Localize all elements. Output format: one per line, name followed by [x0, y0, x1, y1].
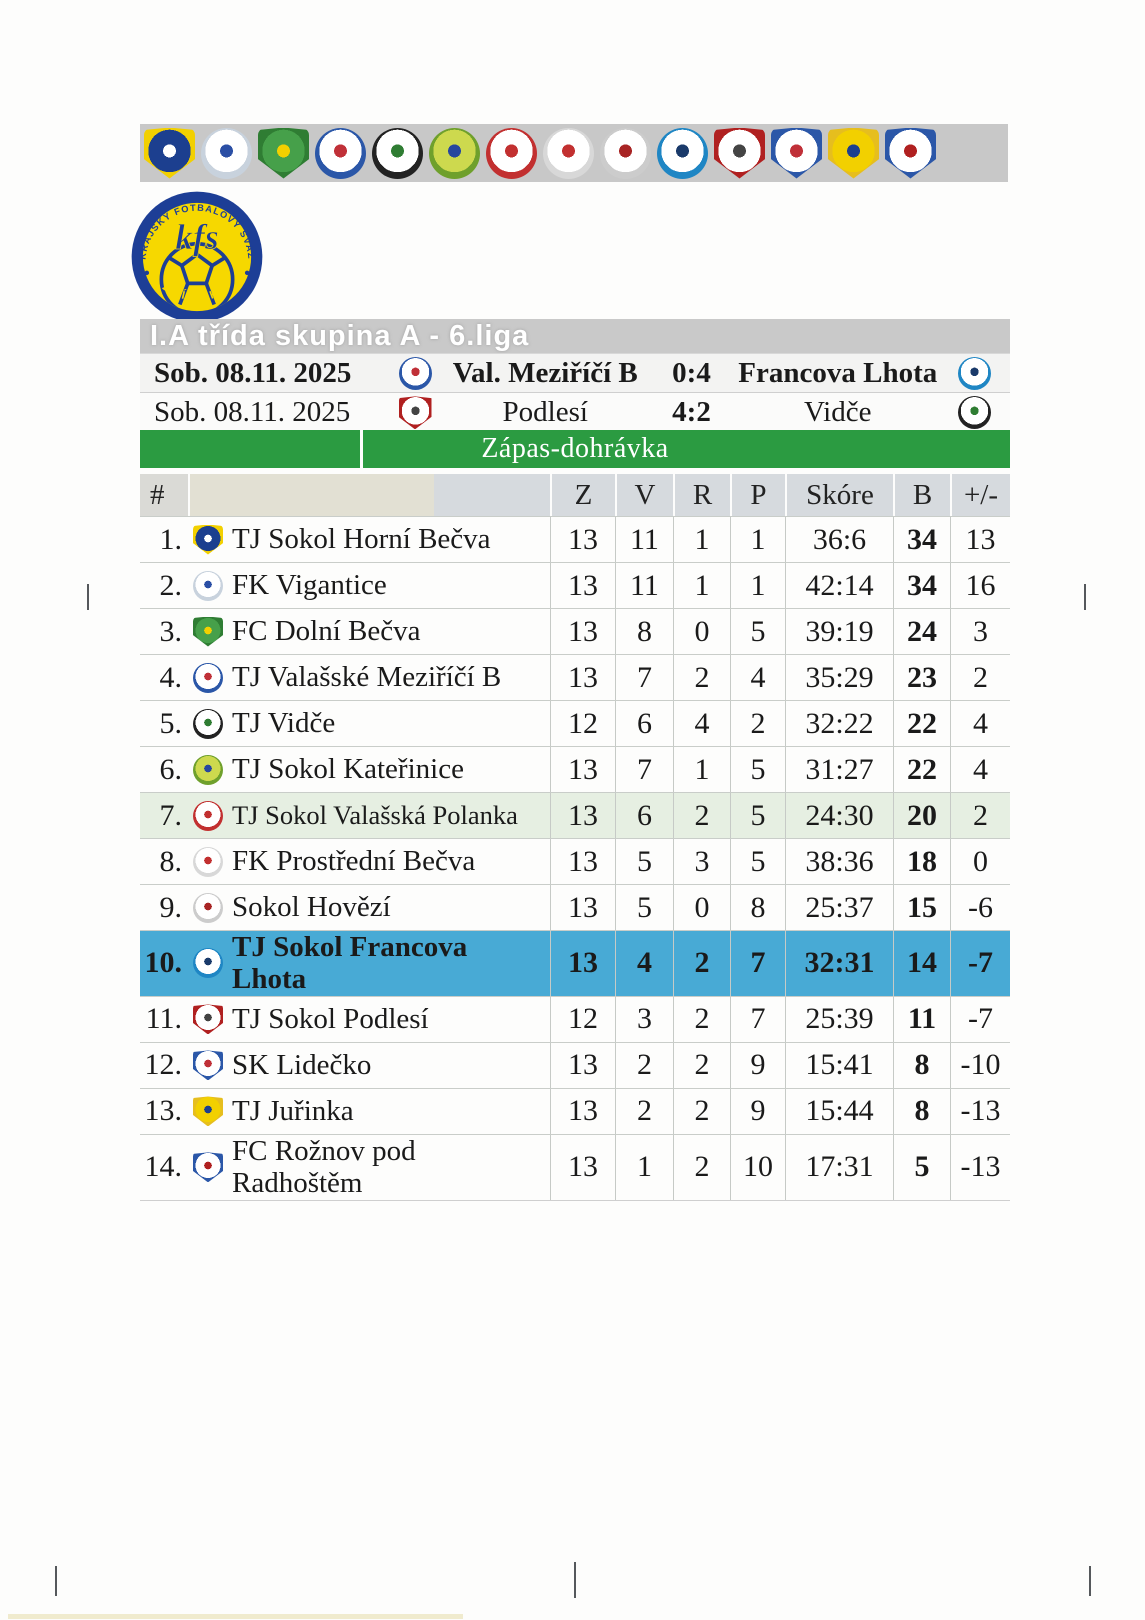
stat-points: 34 — [893, 563, 950, 608]
stat-games: 13 — [550, 1135, 615, 1200]
stat-draws: 1 — [673, 563, 730, 608]
standings-table — [140, 474, 1010, 1201]
team-logo-icon — [193, 663, 223, 693]
table-row — [140, 1088, 1010, 1134]
stat-draws: 1 — [673, 517, 730, 562]
stat-diff: -10 — [950, 1043, 1010, 1088]
team-position: 4. — [159, 660, 182, 694]
stat-diff: 13 — [950, 517, 1010, 562]
team-name: TJ Sokol Podlesí — [232, 1003, 429, 1036]
stat-points: 5 — [893, 1135, 950, 1200]
stat-wins: 1 — [615, 1135, 673, 1200]
team-position: 13. — [144, 1094, 182, 1128]
team-logo-icon — [193, 1004, 223, 1034]
home-team-logo-icon — [399, 357, 432, 390]
match-score: 4:2 — [672, 395, 711, 428]
team-logo-icon — [193, 801, 223, 831]
valasske-mezirici-logo-icon — [315, 128, 366, 179]
team-position: 1. — [159, 522, 182, 556]
prostredni-becva-logo-icon — [543, 128, 594, 179]
stat-wins: 11 — [615, 517, 673, 562]
team-logo-icon — [193, 1096, 223, 1126]
vidce-logo-icon — [372, 128, 423, 179]
lidecko-logo-icon — [771, 128, 822, 179]
team-logo-icon — [193, 893, 223, 923]
stat-losses: 9 — [730, 1043, 785, 1088]
header-wins: V — [615, 474, 673, 516]
team-logo-icon — [193, 617, 223, 647]
club-logo-strip — [140, 124, 1008, 182]
stat-draws: 2 — [673, 1043, 730, 1088]
katerinice-logo-icon — [429, 128, 480, 179]
stat-losses: 10 — [730, 1135, 785, 1200]
stat-wins: 6 — [615, 701, 673, 746]
stat-draws: 2 — [673, 655, 730, 700]
stat-losses: 5 — [730, 839, 785, 884]
match-row — [140, 393, 1010, 432]
stat-losses: 1 — [730, 563, 785, 608]
team-name: FC Rožnov pod Radhoštěm — [232, 1134, 416, 1200]
header-position: # — [140, 474, 188, 516]
stat-points: 15 — [893, 885, 950, 930]
stat-games: 13 — [550, 517, 615, 562]
team-position: 6. — [159, 752, 182, 786]
team-name: TJ Sokol Francova Lhota — [232, 931, 468, 996]
kfs-center-text: kfs — [175, 217, 219, 258]
stat-score: 31:27 — [785, 747, 893, 792]
stat-games: 13 — [550, 793, 615, 838]
stat-draws: 2 — [673, 997, 730, 1042]
table-row — [140, 562, 1010, 608]
scan-mark — [1089, 1566, 1091, 1596]
stat-wins: 7 — [615, 655, 673, 700]
section-bar — [140, 430, 1010, 468]
team-logo-icon — [193, 1152, 223, 1182]
table-header-row — [140, 474, 1010, 516]
table-row-highlight-green — [140, 792, 1010, 838]
stat-diff: -7 — [950, 997, 1010, 1042]
stat-score: 24:30 — [785, 793, 893, 838]
stat-diff: 2 — [950, 655, 1010, 700]
stat-score: 25:37 — [785, 885, 893, 930]
team-logo-icon — [193, 571, 223, 601]
stat-games: 12 — [550, 997, 615, 1042]
table-row — [140, 884, 1010, 930]
kfs-arc-top-text: KRAJSKÝ FOTBALOVÝ SVAZ — [137, 202, 257, 261]
stat-draws: 0 — [673, 609, 730, 654]
stat-score: 15:44 — [785, 1089, 893, 1134]
team-position: 5. — [159, 706, 182, 740]
match-date: Sob. 08.11. 2025 — [154, 395, 351, 428]
stat-games: 13 — [550, 931, 615, 996]
stat-wins: 2 — [615, 1089, 673, 1134]
jurinka-logo-icon — [828, 128, 879, 179]
stat-points: 8 — [893, 1089, 950, 1134]
stat-draws: 2 — [673, 1089, 730, 1134]
stat-losses: 9 — [730, 1089, 785, 1134]
stat-diff: -13 — [950, 1089, 1010, 1134]
away-team-logo-icon — [958, 396, 991, 429]
home-team-logo-icon — [399, 396, 432, 429]
header-points: B — [893, 474, 950, 516]
stat-games: 12 — [550, 701, 615, 746]
stat-score: 32:22 — [785, 701, 893, 746]
team-position: 10. — [144, 946, 182, 980]
table-row — [140, 608, 1010, 654]
stat-points: 22 — [893, 701, 950, 746]
stat-draws: 3 — [673, 839, 730, 884]
scan-mark — [87, 584, 89, 610]
stat-wins: 5 — [615, 839, 673, 884]
horni-becva-logo-icon — [144, 128, 195, 179]
stat-diff: 4 — [950, 747, 1010, 792]
stat-draws: 2 — [673, 1135, 730, 1200]
table-row — [140, 746, 1010, 792]
team-name: FK Vigantice — [232, 569, 387, 602]
stat-points: 18 — [893, 839, 950, 884]
away-team-logo-icon — [958, 357, 991, 390]
stat-wins: 11 — [615, 563, 673, 608]
header-losses: P — [730, 474, 785, 516]
team-position: 12. — [144, 1048, 182, 1082]
team-position: 2. — [159, 568, 182, 602]
stat-diff: 4 — [950, 701, 1010, 746]
team-logo-icon — [193, 847, 223, 877]
stat-score: 15:41 — [785, 1043, 893, 1088]
stat-draws: 2 — [673, 793, 730, 838]
stat-games: 13 — [550, 609, 615, 654]
stat-draws: 4 — [673, 701, 730, 746]
stat-score: 36:6 — [785, 517, 893, 562]
team-name: TJ Sokol Valašská Polanka — [232, 799, 518, 830]
stat-wins: 7 — [615, 747, 673, 792]
team-logo-icon — [193, 948, 223, 978]
home-team-name: Val. Meziříčí B — [452, 356, 638, 389]
stat-draws: 2 — [673, 931, 730, 996]
stat-diff: 2 — [950, 793, 1010, 838]
league-title: I.A třída skupina A - 6.liga — [140, 319, 1010, 353]
stat-wins: 8 — [615, 609, 673, 654]
stat-losses: 4 — [730, 655, 785, 700]
stat-wins: 5 — [615, 885, 673, 930]
team-position: 9. — [159, 890, 182, 924]
stat-points: 22 — [893, 747, 950, 792]
home-team-name: Podlesí — [502, 395, 588, 428]
stat-games: 13 — [550, 839, 615, 884]
scan-edge-artifact — [8, 1614, 463, 1619]
header-draws: R — [673, 474, 730, 516]
stat-games: 13 — [550, 747, 615, 792]
stat-wins: 6 — [615, 793, 673, 838]
stat-wins: 3 — [615, 997, 673, 1042]
hovezi-logo-icon — [600, 128, 651, 179]
header-logo — [188, 474, 228, 516]
roznov-logo-icon — [885, 128, 936, 179]
stat-points: 8 — [893, 1043, 950, 1088]
stat-losses: 2 — [730, 701, 785, 746]
team-position: 14. — [144, 1150, 182, 1184]
stat-games: 13 — [550, 885, 615, 930]
team-name: TJ Sokol Horní Bečva — [232, 523, 491, 556]
stat-diff: 3 — [950, 609, 1010, 654]
stat-wins: 2 — [615, 1043, 673, 1088]
stat-games: 13 — [550, 563, 615, 608]
stat-losses: 7 — [730, 997, 785, 1042]
team-logo-icon — [193, 1050, 223, 1080]
away-team-name: Vidče — [803, 395, 872, 428]
stat-score: 42:14 — [785, 563, 893, 608]
stat-points: 34 — [893, 517, 950, 562]
match-row — [140, 353, 1010, 393]
team-name: Sokol Hovězí — [232, 891, 391, 924]
team-name: SK Lidečko — [232, 1049, 372, 1082]
dolni-becva-logo-icon — [258, 128, 309, 179]
team-logo-icon — [193, 525, 223, 555]
stat-wins: 4 — [615, 931, 673, 996]
stat-points: 20 — [893, 793, 950, 838]
scan-mark — [1084, 584, 1086, 610]
team-position: 8. — [159, 844, 182, 878]
team-name: TJ Sokol Kateřinice — [232, 753, 464, 786]
header-games: Z — [550, 474, 615, 516]
team-name: FC Dolní Bečva — [232, 615, 421, 648]
stat-score: 17:31 — [785, 1135, 893, 1200]
stat-games: 13 — [550, 655, 615, 700]
team-name: TJ Vidče — [232, 707, 336, 740]
stat-losses: 1 — [730, 517, 785, 562]
valasska-polanka-logo-icon — [486, 128, 537, 179]
stat-losses: 7 — [730, 931, 785, 996]
team-position: 7. — [159, 798, 182, 832]
table-row — [140, 654, 1010, 700]
kfs-zlinsky-badge-icon — [131, 191, 263, 323]
table-row — [140, 516, 1010, 562]
stat-losses: 8 — [730, 885, 785, 930]
stat-diff: -7 — [950, 931, 1010, 996]
stat-losses: 5 — [730, 793, 785, 838]
stat-points: 24 — [893, 609, 950, 654]
stat-draws: 0 — [673, 885, 730, 930]
stat-draws: 1 — [673, 747, 730, 792]
stat-diff: 16 — [950, 563, 1010, 608]
kfs-arc-bottom-text: ZLÍNSKÝ — [160, 280, 234, 304]
stat-points: 23 — [893, 655, 950, 700]
stat-score: 38:36 — [785, 839, 893, 884]
table-row — [140, 996, 1010, 1042]
header-team — [228, 474, 550, 516]
section-label: Zápas-dohrávka — [481, 433, 669, 464]
stat-losses: 5 — [730, 747, 785, 792]
header-score: Skóre — [785, 474, 893, 516]
team-name: FK Prostřední Bečva — [232, 845, 476, 878]
table-row — [140, 838, 1010, 884]
away-team-name: Francova Lhota — [738, 356, 938, 389]
match-score: 0:4 — [672, 356, 711, 389]
stat-diff: -6 — [950, 885, 1010, 930]
scan-mark — [574, 1562, 576, 1598]
table-row — [140, 1042, 1010, 1088]
francova-lhota-logo-icon — [657, 128, 708, 179]
vigantice-logo-icon — [201, 128, 252, 179]
team-logo-icon — [193, 709, 223, 739]
stat-losses: 5 — [730, 609, 785, 654]
stat-diff: 0 — [950, 839, 1010, 884]
table-row — [140, 1134, 1010, 1201]
scan-mark — [55, 1566, 57, 1596]
team-position: 11. — [145, 1002, 182, 1036]
table-row-highlight-blue — [140, 930, 1010, 996]
match-date: Sob. 08.11. 2025 — [154, 356, 352, 389]
stat-points: 14 — [893, 931, 950, 996]
stat-score: 25:39 — [785, 997, 893, 1042]
header-diff: +/- — [950, 474, 1010, 516]
match-results — [140, 353, 1010, 432]
team-name: TJ Juřinka — [232, 1095, 354, 1128]
team-name: TJ Valašské Meziříčí B — [232, 661, 502, 694]
team-logo-icon — [193, 755, 223, 785]
stat-games: 13 — [550, 1089, 615, 1134]
stat-score: 39:19 — [785, 609, 893, 654]
stat-score: 32:31 — [785, 931, 893, 996]
stat-games: 13 — [550, 1043, 615, 1088]
table-row — [140, 700, 1010, 746]
stat-score: 35:29 — [785, 655, 893, 700]
team-position: 3. — [159, 614, 182, 648]
podlesi-logo-icon — [714, 128, 765, 179]
stat-diff: -13 — [950, 1135, 1010, 1200]
stat-points: 11 — [893, 997, 950, 1042]
